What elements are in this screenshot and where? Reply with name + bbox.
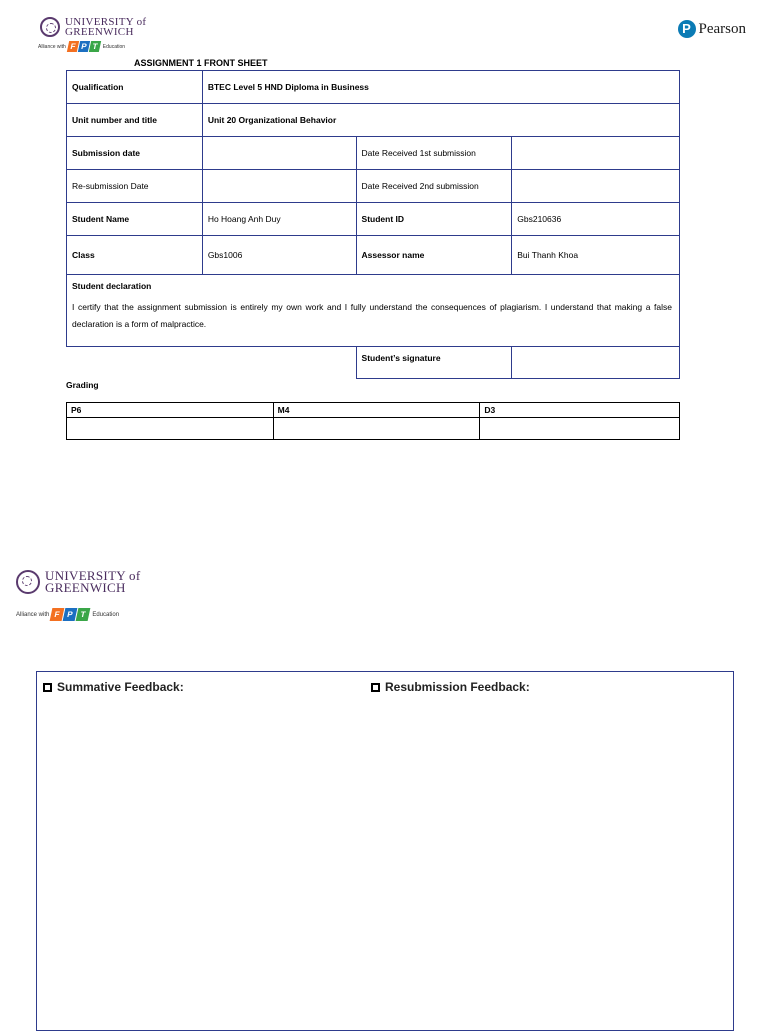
class-label: Class <box>67 236 203 275</box>
date-received-1-field[interactable] <box>512 137 680 170</box>
fpt-alliance <box>38 41 146 52</box>
student-id-value[interactable]: Gbs210636 <box>512 203 680 236</box>
signature-spacer <box>67 347 357 379</box>
checkbox-icon[interactable] <box>43 683 52 692</box>
alliance-suffix: Education <box>102 43 126 50</box>
university-logo-bottom <box>16 570 141 621</box>
grade-cell-p6[interactable] <box>67 418 274 440</box>
table-row <box>67 203 680 236</box>
table-row <box>67 418 680 440</box>
pearson-logo <box>678 20 747 38</box>
front-sheet-table <box>66 70 680 379</box>
signature-row <box>67 347 680 379</box>
alliance-prefix: Alliance with <box>16 611 50 618</box>
university-logo-top <box>40 17 146 52</box>
table-row <box>67 170 680 203</box>
university-name-line2: GREENWICH <box>65 26 134 38</box>
resubmission-feedback[interactable] <box>371 680 530 694</box>
fpt-letter-p: P <box>63 608 78 621</box>
grade-cell-d3[interactable] <box>480 418 680 440</box>
assessor-label: Assessor name <box>356 236 512 275</box>
grading-label: Grading <box>66 380 99 390</box>
assessor-value[interactable]: Bui Thanh Khoa <box>512 236 680 275</box>
date-received-2-field[interactable] <box>512 170 680 203</box>
date-received-1-label: Date Received 1st submission <box>356 137 512 170</box>
unit-label: Unit number and title <box>67 104 203 137</box>
resubmission-date-label: Re-submission Date <box>67 170 203 203</box>
fpt-alliance <box>16 608 141 621</box>
grade-header-m4: M4 <box>273 403 480 418</box>
declaration-row <box>67 275 680 347</box>
table-row <box>67 236 680 275</box>
pearson-wordmark: Pearson <box>698 20 746 37</box>
fpt-letter-p: P <box>78 41 90 52</box>
university-name-line1: UNIVERSITY of <box>45 568 141 583</box>
summative-feedback[interactable] <box>43 680 184 694</box>
table-row <box>67 403 680 418</box>
signature-label: Student’s signature <box>356 347 512 379</box>
table-row <box>67 104 680 137</box>
grade-header-d3: D3 <box>480 403 680 418</box>
fpt-logo <box>68 41 101 52</box>
resubmission-date-field[interactable] <box>202 170 356 203</box>
declaration-cell <box>67 275 680 347</box>
fpt-letter-t: T <box>76 608 91 621</box>
crest-icon <box>40 17 60 37</box>
grade-cell-m4[interactable] <box>273 418 480 440</box>
front-sheet-title: ASSIGNMENT 1 FRONT SHEET <box>134 58 268 68</box>
university-name-line1: UNIVERSITY of <box>65 16 147 28</box>
student-id-label: Student ID <box>356 203 512 236</box>
table-row <box>67 71 680 104</box>
checkbox-icon[interactable] <box>371 683 380 692</box>
qualification-value: BTEC Level 5 HND Diploma in Business <box>202 71 679 104</box>
feedback-box[interactable] <box>36 671 734 1031</box>
pearson-mark-icon: P <box>678 20 696 38</box>
submission-date-label: Submission date <box>67 137 203 170</box>
alliance-prefix: Alliance with <box>38 43 66 50</box>
alliance-suffix: Education <box>92 611 120 618</box>
declaration-text: I certify that the assignment submission is entirely my own work and I fully understand the consequences of plagiarism. I understand that making a false declaration is a form of malpractice. <box>72 302 672 329</box>
crest-icon <box>16 570 40 594</box>
declaration-title: Student declaration <box>72 281 152 291</box>
student-name-value[interactable]: Ho Hoang Anh Duy <box>202 203 356 236</box>
fpt-letter-f: F <box>50 608 65 621</box>
date-received-2-label: Date Received 2nd submission <box>356 170 512 203</box>
student-name-label: Student Name <box>67 203 203 236</box>
fpt-letter-t: T <box>89 41 101 52</box>
submission-date-field[interactable] <box>202 137 356 170</box>
fpt-letter-f: F <box>67 41 79 52</box>
grading-table <box>66 402 680 440</box>
grade-header-p6: P6 <box>67 403 274 418</box>
table-row <box>67 137 680 170</box>
fpt-logo <box>51 608 90 621</box>
summative-feedback-label: Summative Feedback: <box>57 680 184 694</box>
resubmission-feedback-label: Resubmission Feedback: <box>385 680 530 694</box>
class-value[interactable]: Gbs1006 <box>202 236 356 275</box>
signature-field[interactable] <box>512 347 680 379</box>
unit-value: Unit 20 Organizational Behavior <box>202 104 679 137</box>
university-name-line2: GREENWICH <box>45 580 126 595</box>
qualification-label: Qualification <box>67 71 203 104</box>
